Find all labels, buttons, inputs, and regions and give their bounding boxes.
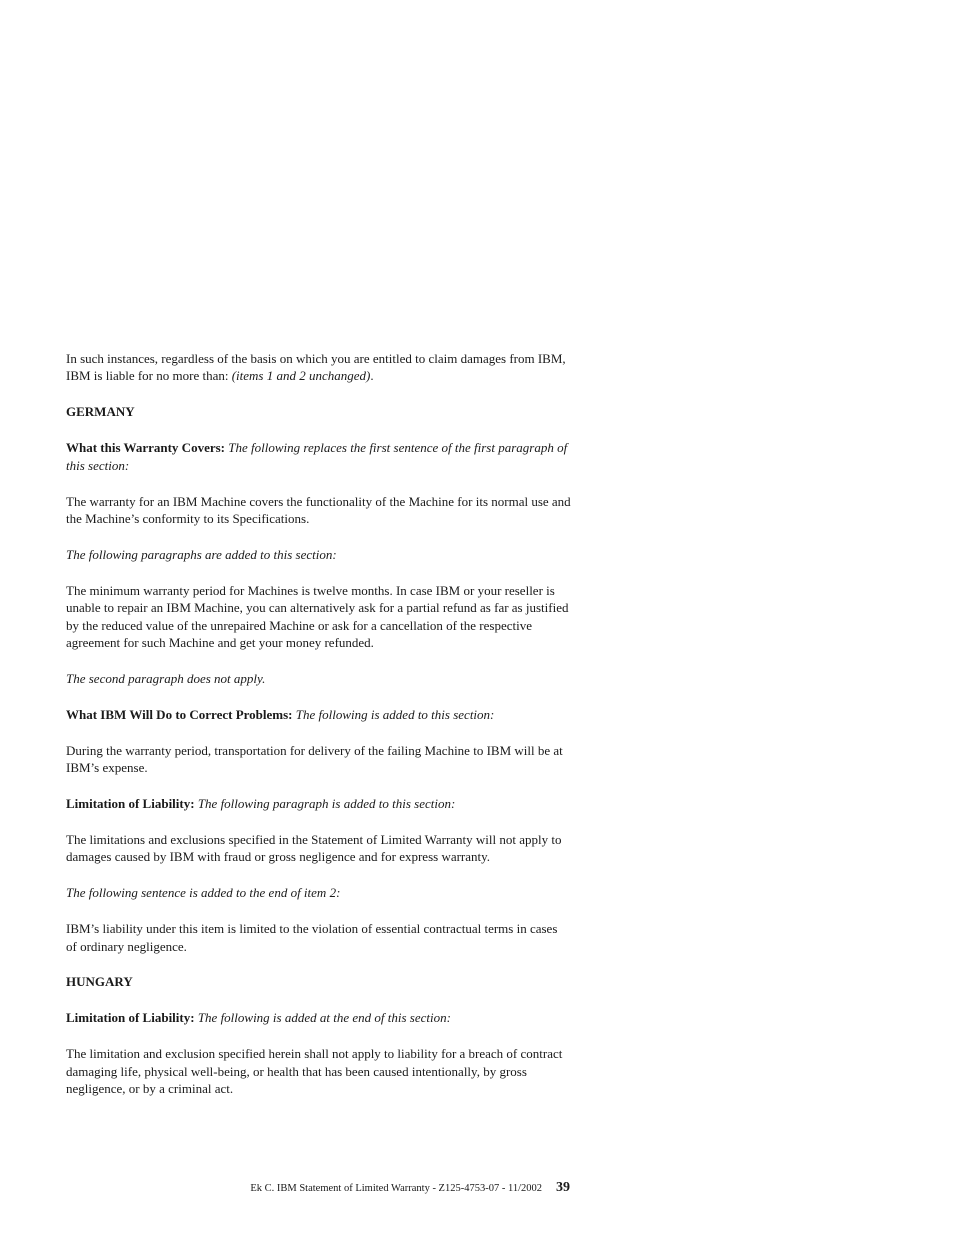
paragraph-italic-text: The following replaces the first sentence of the first paragraph of this section: [66,440,568,473]
paragraph-warranty-covers [66,439,571,474]
section-heading-hungary [66,973,571,990]
paragraph-added-note [66,546,571,563]
paragraph-liability-negligence [66,920,571,955]
paragraph-transportation [66,742,571,777]
paragraph-text: . [370,368,374,384]
paragraph-italic-text: The second paragraph does not apply. [66,670,266,686]
paragraph-italic-text: The following is added at the end of this section: [197,1010,451,1026]
paragraph-correct-problems [66,706,571,723]
paragraph-italic-text: (items 1 and 2 unchanged) [231,368,371,384]
paragraph-bold-lead: Limitation of Liability: [66,796,198,811]
heading-text: HUNGARY [66,974,133,990]
paragraph-text: IBM’s liability under this item is limited to the violation of essential contractual terms in cases of ordinary negligence. [66,921,558,954]
paragraph-text: The limitation and exclusion specified herein shall not apply to liability for a breach of contract damaging life, physical well-being, or health that has been caused intentionally, by gross negligence, or by a criminal act. [66,1046,563,1097]
paragraph-text: The minimum warranty period for Machines is twelve months. In case IBM or your reseller is unable to repair an IBM Machine, you can alternatively ask for a partial refund as far as justified by the reduced value of the unrepaired Machine or ask for a cancellation of the respective agreement for such Machine and get your money refunded. [66,582,569,650]
paragraph-italic-text: The following paragraph is added to this section: [197,796,456,811]
paragraph-text: The limitations and exclusions specified in the Statement of Limited Warranty will not apply to damages caused by IBM with fraud or gross negligence and for express warranty. [66,831,562,865]
paragraph-minimum-warranty [66,582,571,652]
paragraph-second-not-apply [66,670,571,687]
paragraph-bold-lead: Limitation of Liability: [66,1010,198,1026]
heading-text: GERMANY [66,404,135,420]
paragraph-text: The warranty for an IBM Machine covers the functionality of the Machine for its normal use and the Machine’s conformity to its Specifications. [66,493,571,526]
section-heading-germany [66,403,571,420]
paragraph-limitation-liability-hungary [66,1009,571,1026]
paragraph-italic-text: The following sentence is added to the end of item 2: [66,885,341,901]
footer-text: Ek C. IBM Statement of Limited Warranty - Z125-4753-07 - 11/2002 [250,1183,542,1194]
paragraph-italic-text: The following paragraphs are added to this section: [66,546,337,562]
page-number: 39 [556,1180,570,1195]
paragraph-text: In such instances, regardless of the basis on which you are entitled to claim damages from IBM, IBM is liable for no more than: [66,351,566,384]
paragraph-damages-limit [66,350,571,385]
paragraph-item2-note [66,884,571,901]
paragraph-exclusions-fraud [66,831,571,866]
paragraph-limitation-liability [66,795,571,812]
paragraph-italic-text: The following is added to this section: [295,706,495,722]
paragraph-bold-lead: What IBM Will Do to Correct Problems: [66,706,296,722]
paragraph-warranty-functionality [66,493,571,528]
paragraph-bold-lead: What this Warranty Covers: [66,440,229,456]
paragraph-exclusion-life-health [66,1045,571,1097]
document-body [66,350,571,1116]
page-footer [0,1178,570,1196]
paragraph-text: During the warranty period, transportation for delivery of the failing Machine to IBM will be at IBM’s expense. [66,742,563,776]
